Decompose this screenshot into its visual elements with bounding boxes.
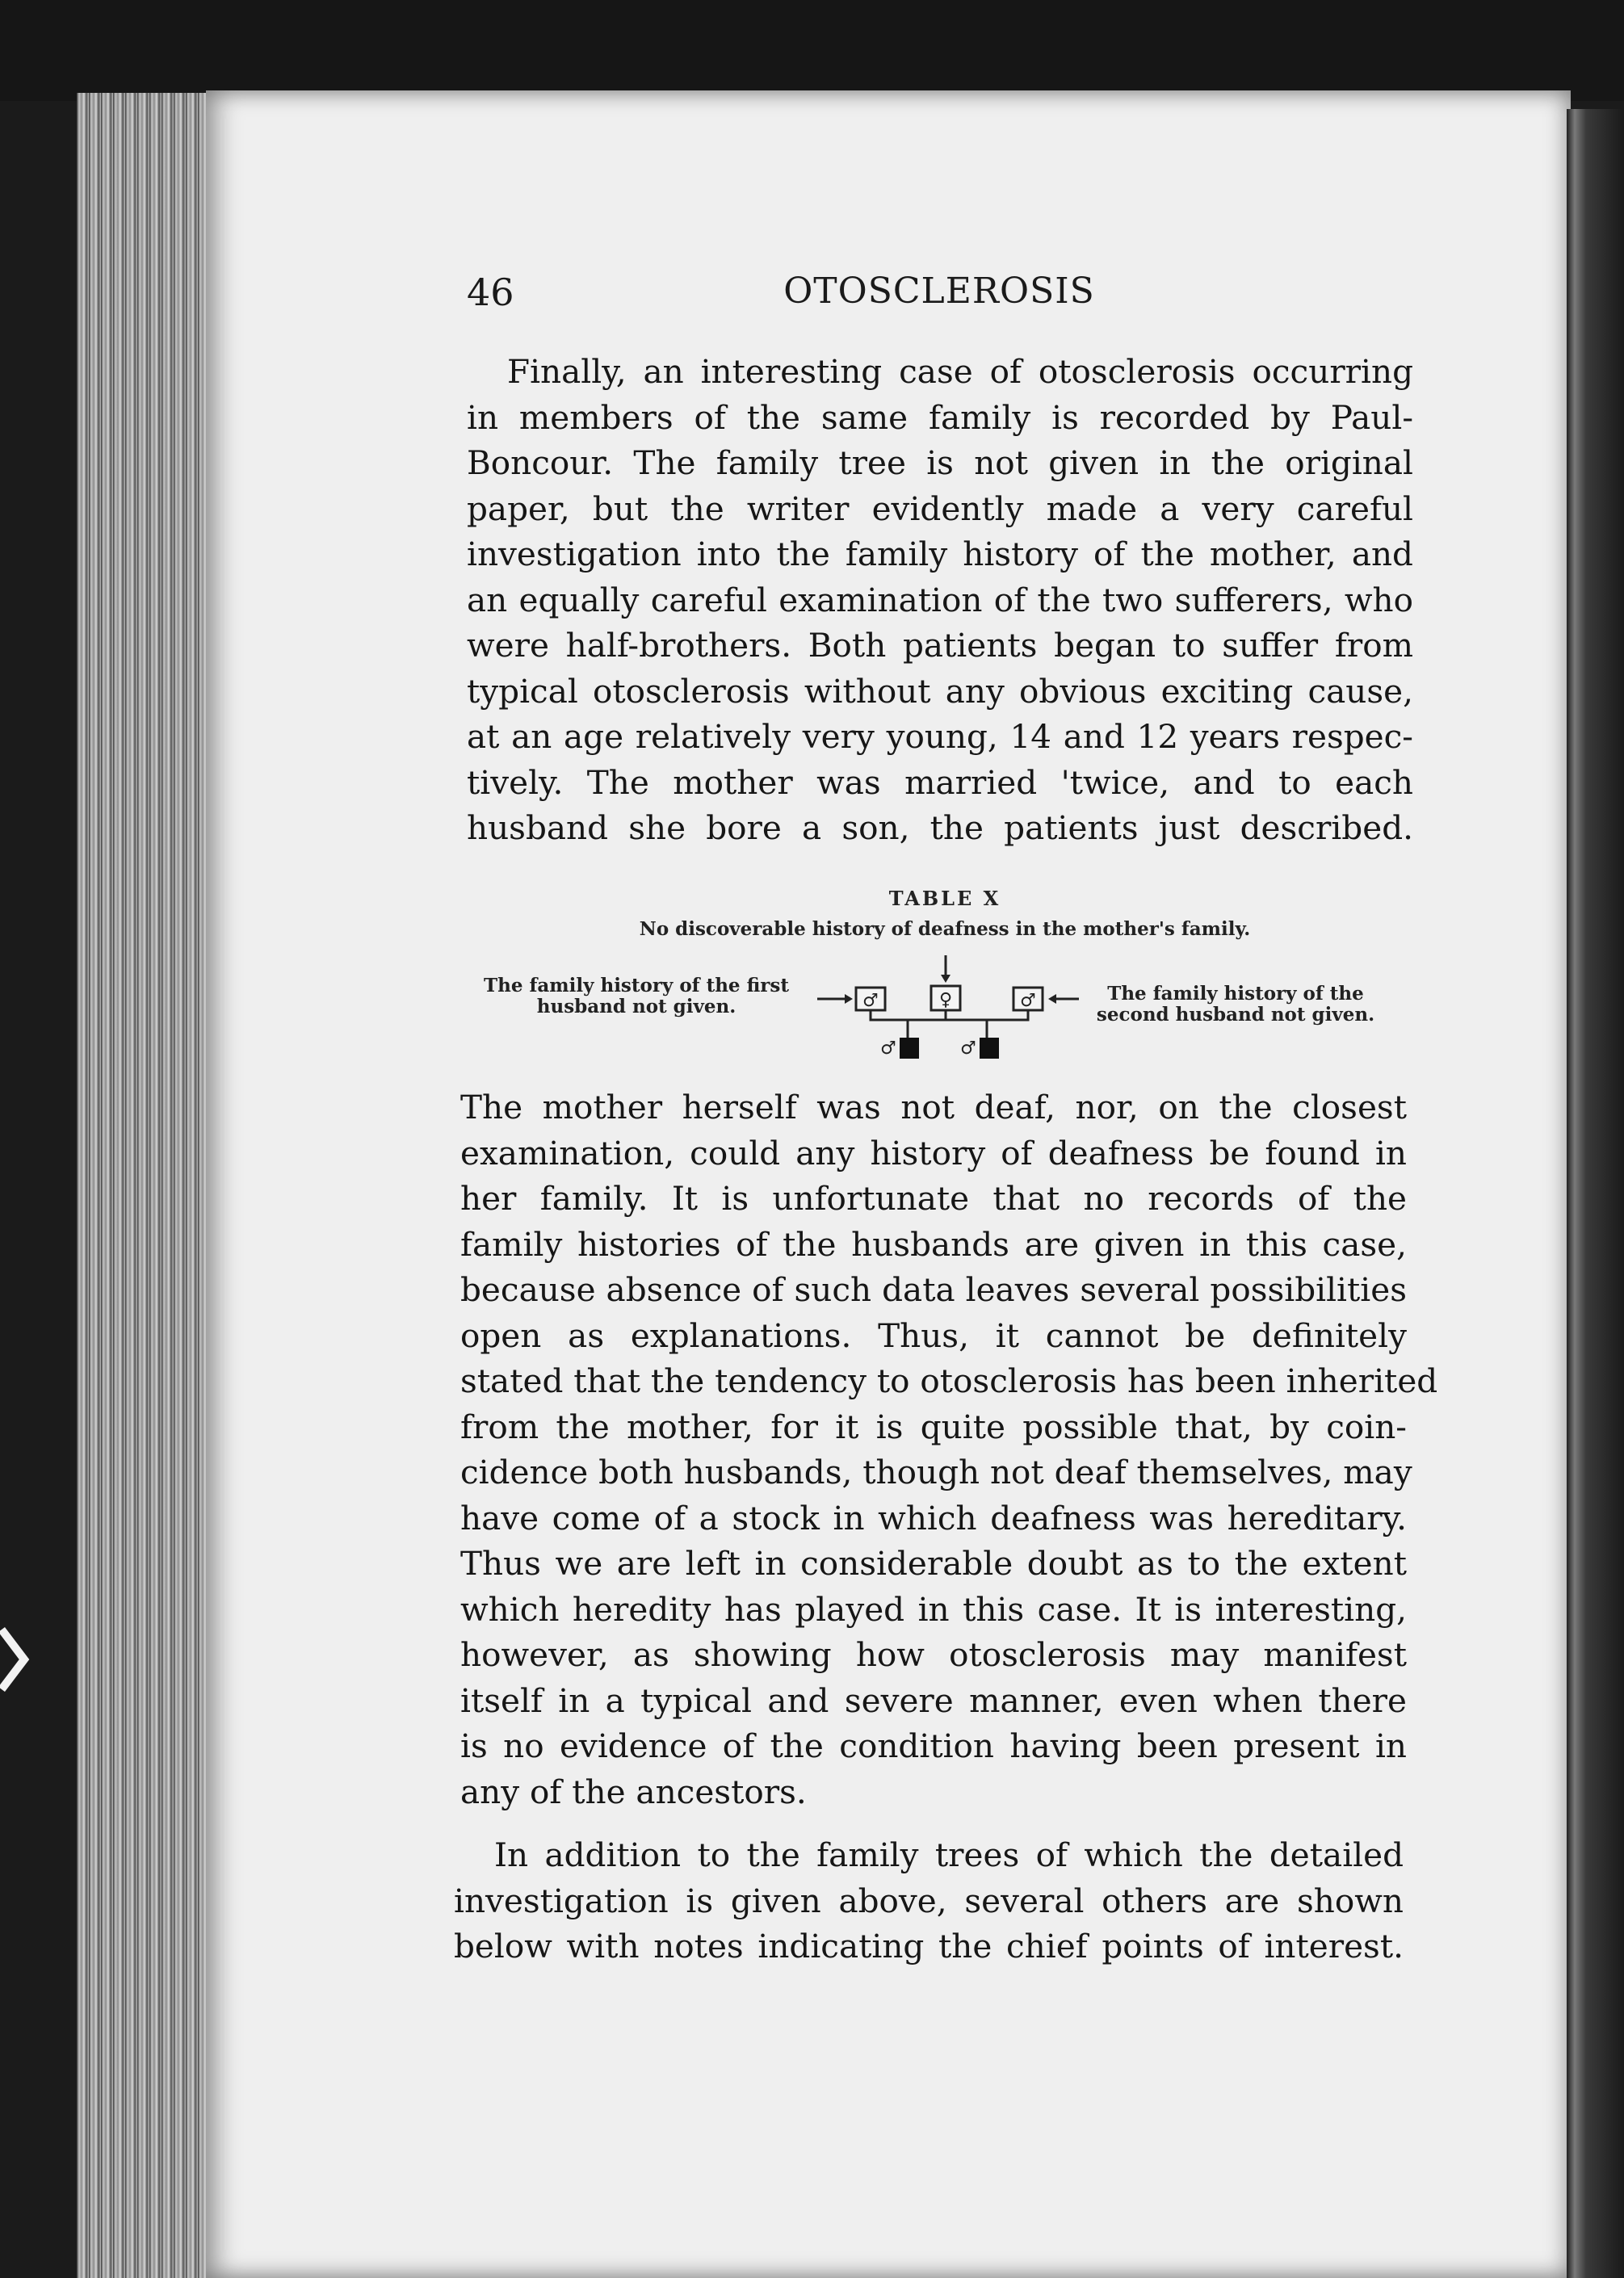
text-line: any of the ancestors. bbox=[460, 1772, 807, 1811]
pedigree-symbol: ♂ bbox=[880, 1038, 896, 1059]
arrow-left-icon bbox=[1048, 994, 1079, 1004]
text-line: cidence both husbands, though not deaf themselves, may bbox=[460, 1453, 1412, 1491]
text-line: were half-brothers. Both patients began to suffer from bbox=[467, 626, 1413, 665]
pedigree-symbol: ♂ bbox=[1020, 991, 1036, 1011]
paragraph-3 bbox=[454, 1832, 1404, 1970]
pedigree-parent-husband-1 bbox=[856, 988, 885, 1011]
text-line: open as explanations. Thus, it cannot be definitely bbox=[460, 1315, 1407, 1355]
pedigree-note-left bbox=[475, 975, 798, 1017]
running-title: OTOSCLEROSIS bbox=[783, 271, 1095, 312]
note-line: The family history of the first bbox=[484, 975, 789, 996]
pedigree-symbol: ♂ bbox=[862, 991, 879, 1011]
text-line: The mother herself was not deaf, nor, on the closest bbox=[460, 1088, 1407, 1126]
table-subtitle: No discoverable history of deafness in the mother's family. bbox=[639, 918, 1251, 940]
text-line: investigation is given above, several others are shown bbox=[454, 1881, 1404, 1920]
text-line: stated that the tendency to otosclerosis has been inherited bbox=[460, 1361, 1438, 1400]
pedigree-symbol: ♂ bbox=[960, 1038, 976, 1059]
text-line: family histories of the husbands are given in this case, bbox=[460, 1224, 1407, 1264]
text-line: itself in a typical and severe manner, even when there bbox=[460, 1680, 1407, 1720]
text-line: however, as showing how otosclerosis may manifest bbox=[460, 1635, 1407, 1674]
chevron-right-icon bbox=[0, 1623, 32, 1696]
text-line: because absence of such data leaves several possibilities bbox=[460, 1270, 1407, 1309]
text-line: In addition to the family trees of which the detailed bbox=[494, 1835, 1404, 1874]
text-line: is no evidence of the condition having been present in bbox=[460, 1726, 1407, 1765]
text-line: an equally careful examination of the two sufferers, who bbox=[467, 580, 1413, 619]
pedigree-child-affected-2 bbox=[960, 1038, 999, 1059]
scan-background-top bbox=[0, 0, 1624, 101]
arrow-down-icon bbox=[941, 955, 950, 983]
pedigree-parent-husband-2 bbox=[1013, 988, 1043, 1011]
text-line: paper, but the writer evidently made a very careful bbox=[467, 489, 1413, 528]
pedigree-diagram bbox=[816, 949, 1082, 1070]
pedigree-connector-lines bbox=[871, 1010, 1028, 1039]
text-line: investigation into the family history of the mother, and bbox=[467, 535, 1413, 573]
text-line: typical otosclerosis without any obvious exciting cause, bbox=[467, 671, 1413, 711]
text-line: tively. The mother was married 'twice, and to each bbox=[467, 762, 1413, 802]
text-line: from the mother, for it is quite possible that, by coin- bbox=[460, 1407, 1407, 1446]
text-line: have come of a stock in which deafness was hereditary. bbox=[460, 1498, 1407, 1538]
text-line: at an age relatively very young, 14 and 12 years respec- bbox=[467, 717, 1413, 756]
pedigree-child-affected-1 bbox=[880, 1038, 919, 1059]
text-line: Finally, an interesting case of otosclerosis occurring bbox=[507, 352, 1413, 391]
note-line: husband not given. bbox=[536, 996, 736, 1017]
text-line: in members of the same family is recorded by Paul- bbox=[467, 397, 1413, 437]
text-line: Thus we are left in considerable doubt as to the extent bbox=[460, 1544, 1407, 1583]
note-line: second husband not given. bbox=[1096, 1004, 1375, 1026]
text-line: below with notes indicating the chief points of interest. bbox=[454, 1927, 1404, 1965]
page-header bbox=[467, 271, 1412, 327]
text-line: Boncour. The family tree is not given in the original bbox=[467, 443, 1413, 482]
table-title: TABLE X bbox=[888, 887, 1001, 910]
book-page-edges-left bbox=[77, 93, 214, 2278]
text-line: examination, could any history of deafness be found in bbox=[460, 1133, 1407, 1173]
book-page-edges-right bbox=[1567, 109, 1624, 2278]
text-line: her family. It is unfortunate that no records of the bbox=[460, 1179, 1407, 1218]
paragraph-2 bbox=[460, 1084, 1438, 1814]
page-number: 46 bbox=[467, 271, 514, 314]
pedigree-symbol: ♀ bbox=[938, 990, 953, 1010]
arrow-right-icon bbox=[817, 994, 853, 1004]
text-line: which heredity has played in this case. It is interesting, bbox=[460, 1589, 1407, 1629]
paragraph-1 bbox=[467, 349, 1413, 851]
note-line: The family history of the bbox=[1107, 983, 1364, 1005]
pedigree-parent-mother bbox=[931, 986, 960, 1010]
pedigree-note-right bbox=[1082, 984, 1389, 1026]
text-line: husband she bore a son, the patients just described. bbox=[467, 808, 1413, 847]
